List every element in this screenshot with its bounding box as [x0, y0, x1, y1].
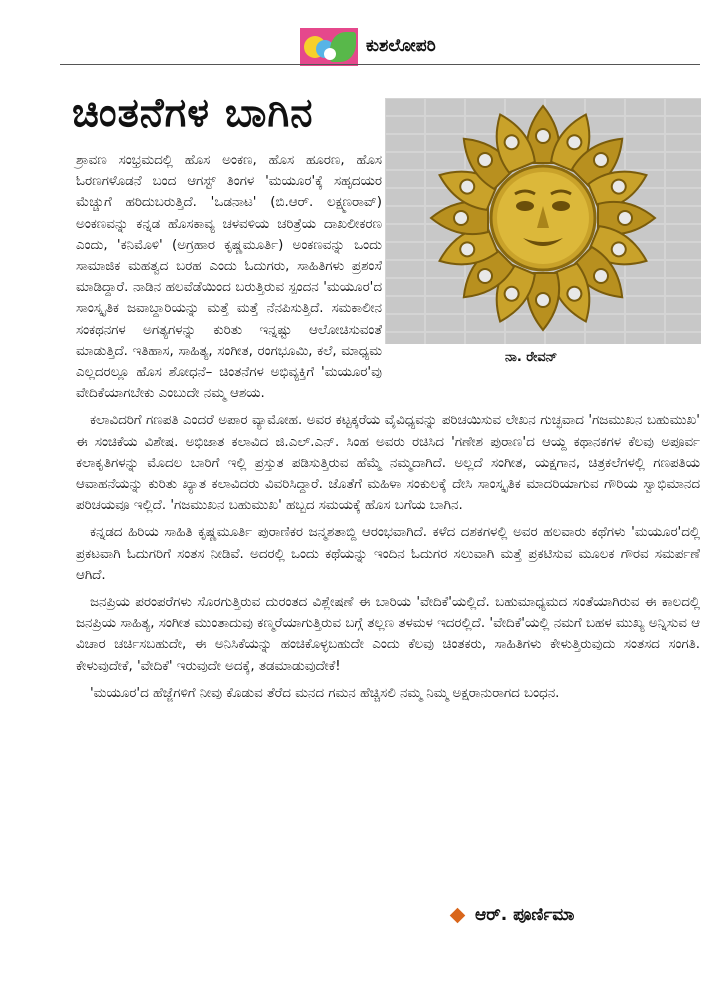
- flower-collage-logo-icon: [300, 28, 358, 66]
- paragraph: ಶ್ರಾವಣ ಸಂಭ್ರಮದಲ್ಲಿ ಹೊಸ ಅಂಕಣ, ಹೊಸ ಹೂರಣ, ಹೊಸ ಓರಣಗಳೊಡನೆ ಬಂದ ಆಗಸ್ಟ್ ತಿಂಗಳ 'ಮಯೂರ'ಕ್ಕೆ ಸಹೃದಯರ ಮೆಚ್ಚುಗೆ ಹರಿದುಬರುತ್ತಿದೆ. 'ಒಡನಾಟ' (ಬಿ.ಆರ್. ಲಕ್ಷ್ಮಣರಾವ್) ಅಂಕಣವನ್ನು ಕನ್ನಡ ಹೊಸಕಾವ್ಯ ಚಳವಳಿಯ ಚರಿತ್ರೆಯ ದಾಖಲೀಕರಣ ಎಂದು, 'ಕನಿಮೊಳಿ' (ಅಗ್ರಹಾರ ಕೃಷ್ಣಮೂರ್ತಿ) ಅಂಕಣವನ್ನು ಒಂದು ಸಾಮಾಜಿಕ ಮಹತ್ವದ ಬರಹ ಎಂದು ಓದುಗರು, ಸಾಹಿತಿಗಳು ಪ್ರಶಂಸೆ ಮಾಡಿದ್ದಾರೆ. ನಾಡಿನ ಹಲವೆಡೆಯಿಂದ ಬರುತ್ತಿರುವ ಸ್ಪಂದನ 'ಮಯೂರ'ದ ಸಾಂಸ್ಕೃತಿಕ ಜವಾಬ್ದಾರಿಯನ್ನು ಮತ್ತೆ ಮತ್ತೆ ನೆನಪಿಸುತ್ತಿದೆ. ಸಮಕಾಲೀನ ಸಂಕಥನಗಳ ಅಗತ್ಯಗಳನ್ನು ಕುರಿತು ಇನ್ನಷ್ಟು ಆಲೋಚಿಸುವಂತೆ ಮಾಡುತ್ತಿದೆ. ಇತಿಹಾಸ, ಸಾಹಿತ್ಯ, ಸಂಗೀತ, ರಂಗಭೂಮಿ, ಕಲೆ, ಮಾಧ್ಯಮ ಎಲ್ಲದರಲ್ಲೂ ಹೊಸ ಶೋಧನೆ– ಚಿಂತನೆಗಳ ಅಭಿವ್ಯಕ್ತಿಗೆ 'ಮಯೂರ'ವು ವೇದಿಕೆಯಾಗಬೇಕು ಎಂಬುದೇ ನಮ್ಮ ಆಶಯ.: [76, 153, 382, 402]
- paragraph: ಕಲಾವಿದರಿಗೆ ಗಣಪತಿ ಎಂದರೆ ಅಪಾರ ವ್ಯಾಮೋಹ. ಅವರ ಕಟ್ಟಕ್ಕರೆಯ ವೈವಿಧ್ಯವನ್ನು ಪರಿಚಯಿಸುವ ಲೇಖನ ಗುಚ್ಛವಾದ 'ಗಜಮುಖನ ಬಹುಮುಖ' ಈ ಸಂಚಿಕೆಯ ವಿಶೇಷ. ಅಭಿಜಾತ ಕಲಾವಿದ ಜಿ.ಎಲ್.ಎನ್. ಸಿಂಹ ಅವರು ರಚಿಸಿದ 'ಗಣೇಶ ಪುರಾಣ'ದ ಆಯ್ದ ಕಥಾನಕಗಳ ಕೆಲವು ಅಪೂರ್ವ ಕಲಾಕೃತಿಗಳನ್ನು ಮೊದಲ ಬಾರಿಗೆ ಇಲ್ಲಿ ಪ್ರಸ್ತುತ ಪಡಿಸುತ್ತಿರುವ ಹೆಮ್ಮೆ ನಮ್ಮದಾಗಿದೆ. ಅಲ್ಲದೆ ಸಂಗೀತ, ಯಕ್ಷಗಾನ, ಚಿತ್ರಕಲೆಗಳಲ್ಲಿ ಗಣಪತಿಯ ಆವಾಹನೆಯನ್ನು ಕುರಿತು ಖ್ಯಾತ ಕಲಾವಿದರು ವಿವರಿಸಿದ್ದಾರೆ. ಜೊತೆಗೆ ಮಹಿಳಾ ಸಂಕುಲಕ್ಕೆ ದೇಸಿ ಸಾಂಸ್ಕೃತಿಕ ಮಾದರಿಯಾಗುವ ಗೌರಿಯ ಸ್ವಾಭಿಮಾನದ ಪರಿಚಯವೂ ಇಲ್ಲಿದೆ. 'ಗಜಮುಖನ ಬಹುಮುಖ' ಹಬ್ಬದ ಸಮಯಕ್ಕೆ ಹೊಸ ಬಗೆಯ ಬಾಗಿನ.: [76, 413, 700, 514]
- paragraph: ಕನ್ನಡದ ಹಿರಿಯ ಸಾಹಿತಿ ಕೃಷ್ಣಮೂರ್ತಿ ಪುರಾಣಿಕರ ಜನ್ಮಶತಾಬ್ದಿ ಆರಂಭವಾಗಿದೆ. ಕಳೆದ ದಶಕಗಳಲ್ಲಿ ಅವರ ಹಲವಾರು ಕಥೆಗಳು 'ಮಯೂರ'ದಲ್ಲಿ ಪ್ರಕಟವಾಗಿ ಓದುಗರಿಗೆ ಸಂತಸ ನೀಡಿವೆ. ಅದರಲ್ಲಿ ಒಂದು ಕಥೆಯನ್ನು ಇಂದಿನ ಓದುಗರ ಸಲುವಾಗಿ ಮತ್ತೆ ಪ್ರಕಟಿಸುವ ಮೂಲಕ ಗೌರವ ಸಮರ್ಪಣೆ ಆಗಿದೆ.: [76, 525, 700, 583]
- page-header: [0, 28, 720, 68]
- page-title: ಚಿಂತನೆಗಳ ಬಾಗಿನ: [72, 90, 314, 136]
- paragraph: ಜನಪ್ರಿಯ ಪರಂಪರೆಗಳು ಸೊರಗುತ್ತಿರುವ ದುರಂತದ ವಿಶ್ಲೇಷಣೆ ಈ ಬಾರಿಯ 'ವೇದಿಕೆ'ಯಲ್ಲಿದೆ. ಬಹುಮಾಧ್ಯಮದ ಸಂತೆಯಾಗಿರುವ ಈ ಕಾಲದಲ್ಲಿ ಜನಪ್ರಿಯ ಸಾಹಿತ್ಯ, ಸಂಗೀತ ಮುಂತಾದುವು ಕಣ್ಮರೆಯಾಗುತ್ತಿರುವ ಬಗ್ಗೆ ತಲ್ಲಣ ತಳಮಳ ಇದರಲ್ಲಿದೆ. 'ವೇದಿಕೆ'ಯಲ್ಲಿ ನಮಗೆ ಬಹಳ ಮುಖ್ಯ ಅನ್ನಿಸುವ ಆ ವಿಚಾರ ಚರ್ಚಿಸಬಹುದೇ, ಈ ಅನಿಸಿಕೆಯನ್ನು ಹಂಚಿಕೊಳ್ಳಬಹುದೇ ಎಂದು ಕೆಲವು ಚಿಂತಕರು, ಸಾಹಿತಿಗಳು ಕೇಳುತ್ತಿರುವುದು ಸಂತಸದ ಸಂಗತಿ. ಕೇಳುವುದೇಕೆ, 'ವೇದಿಕೆ' ಇರುವುದೇ ಅದಕ್ಕೆ, ತಡಮಾಡುವುದೇಕೆ!: [76, 595, 700, 674]
- section-name: ಕುಶಲೋಪರಿ: [366, 36, 436, 56]
- photo-caption: ನಾ. ರೇವನ್: [505, 350, 558, 365]
- author-signature: [452, 905, 574, 925]
- paragraph: 'ಮಯೂರ'ದ ಹೆಜ್ಜೆಗಳಿಗೆ ನೀವು ಕೊಡುವ ತೆರೆದ ಮನದ ಗಮನ ಹೆಚ್ಚಿಸಲಿ ನಮ್ಮ ನಿಮ್ಮ ಅಕ್ಷರಾನುರಾಗದ ಬಂಧನ.: [90, 685, 560, 701]
- orange-diamond-icon: [450, 907, 466, 923]
- author-name: ಆರ್. ಪೂರ್ಣಿಮಾ: [475, 905, 575, 925]
- article-body: [76, 150, 700, 710]
- header-divider: [60, 64, 700, 65]
